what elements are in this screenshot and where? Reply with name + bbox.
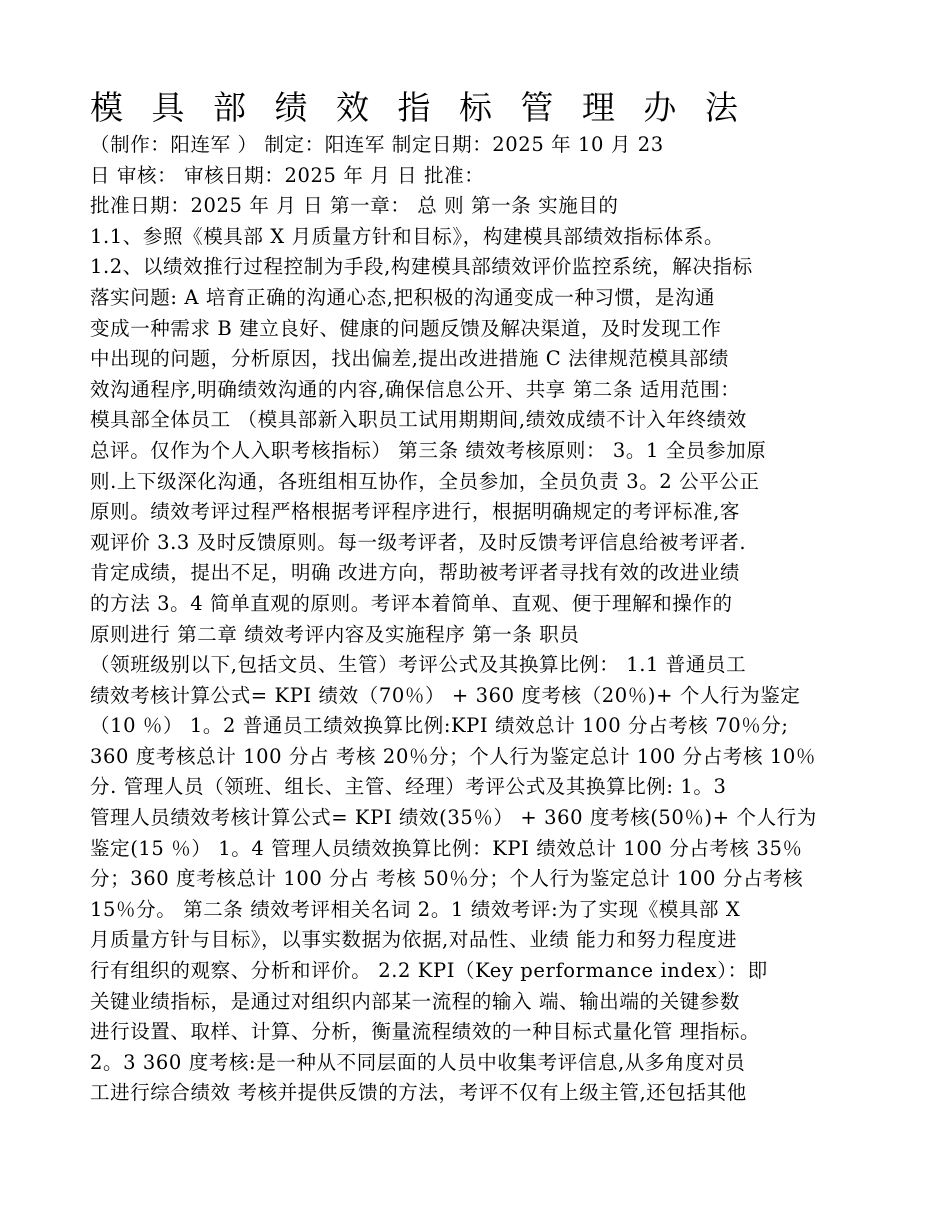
body-line-11: 总评。仅作为个人入职考核指标） 第三条 绩效考核原则： 3。1 全员参加原 bbox=[90, 438, 767, 462]
body-line-32: 工进行综合绩效 考核并提供反馈的方法，考评不仅有上级主管,还包括其他 bbox=[90, 1081, 747, 1105]
body-line-31: 2。3 360 度考核:是一种从不同层面的人员中收集考评信息,从多角度对员 bbox=[90, 1050, 746, 1074]
body-line-27: 月质量方针与目标》，以事实数据为依据,对品性、业绩 能力和努力程度进 bbox=[90, 928, 738, 952]
body-line-24: 鉴定(15 ％） 1。4 管理人员绩效换算比例：KPI 绩效总计 100 分占考核 35％ bbox=[90, 836, 803, 860]
body-line-21: 360 度考核总计 100 分占 考核 20％分；个人行为鉴定总计 100 分占考核 10％ bbox=[90, 744, 816, 768]
body-line-17: 原则进行 第二章 绩效考评内容及实施程序 第一条 职员 bbox=[90, 622, 580, 646]
body-line-28: 行有组织的观察、分析和评价。 2.2 KPI（Key performance index）：即 bbox=[90, 959, 768, 983]
body-line-16: 的方法 3。4 简单直观的原则。考评本着简单、直观、便于理解和操作的 bbox=[90, 591, 733, 615]
body-line-9: 效沟通程序,明确绩效沟通的内容,确保信息公开、共享 第二条 适用范围： bbox=[90, 377, 741, 401]
body-line-5: 1.2、以绩效推行过程控制为手段,构建模具部绩效评价监控系统，解决指标 bbox=[90, 255, 753, 279]
body-line-25: 分；360 度考核总计 100 分占 考核 50％分；个人行为鉴定总计 100 分占考核 bbox=[90, 867, 804, 891]
body-line-4: 1.1、参照《模具部 X 月质量方针和目标》，构建模具部绩效指标体系。 bbox=[90, 224, 725, 248]
body-line-10: 模具部全体员工 （模具部新入职员工试用期期间,绩效成绩不计入年终绩效 bbox=[90, 408, 747, 432]
body-line-13: 原则。绩效考评过程严格根据考评程序进行，根据明确规定的考评标准,客 bbox=[90, 500, 740, 524]
body-line-23: 管理人员绩效考核计算公式= KPI 绩效(35％） + 360 度考核(50％)+ 个人行为 bbox=[90, 806, 817, 830]
body-line-22: 分. 管理人员（领班、组长、主管、经理）考评公式及其换算比例: 1。3 bbox=[90, 775, 727, 799]
body-line-3: 批准日期：2025 年 月 日 第一章： 总 则 第一条 实施目的 bbox=[90, 194, 619, 218]
body-line-1: （制作：阳连军 ） 制定：阳连军 制定日期：2025 年 10 月 23 bbox=[90, 133, 664, 156]
body-line-8: 中出现的问题，分析原因，找出偏差,提出改进措施 C 法律规范模具部绩 bbox=[90, 347, 729, 371]
body-line-20: （10 ％） 1。2 普通员工绩效换算比例:KPI 绩效总计 100 分占考核 70％分; bbox=[90, 714, 789, 738]
body-line-15: 肯定成绩，提出不足，明确 改进方向，帮助被考评者寻找有效的改进业绩 bbox=[90, 561, 740, 585]
body-line-6: 落实问题: A 培育正确的沟通心态,把积极的沟通变成一种习惯，是沟通 bbox=[90, 285, 716, 309]
document-title: 模 具 部 绩 效 指 标 管 理 办 法 bbox=[90, 88, 747, 127]
body-line-7: 变成一种需求 B 建立良好、健康的问题反馈及解决渠道，及时发现工作 bbox=[90, 316, 722, 340]
body-line-29: 关键业绩指标，是通过对组织内部某一流程的输入 端、输出端的关键参数 bbox=[90, 989, 740, 1013]
body-line-18: （领班级别以下,包括文员、生管）考评公式及其换算比例： 1.1 普通员工 bbox=[90, 653, 747, 677]
body-line-26: 15％分。 第二条 绩效考评相关名词 2。1 绩效考评:为了实现《模具部 X bbox=[90, 897, 741, 921]
body-line-19: 绩效考核计算公式= KPI 绩效（70％） + 360 度考核（20％)+ 个人行为鉴定 bbox=[90, 683, 801, 707]
document-body bbox=[90, 130, 866, 1109]
body-line-2: 日 审核： 审核日期：2025 年 月 日 批准： bbox=[90, 163, 485, 187]
body-line-12: 则.上下级深化沟通，各班组相互协作，全员参加，全员负责 3。2 公平公正 bbox=[90, 469, 760, 493]
body-line-14: 观评价 3.3 及时反馈原则。每一级考评者，及时反馈考评信息给被考评者. bbox=[90, 530, 747, 554]
body-line-30: 进行设置、取样、计算、分析，衡量流程绩效的一种目标式量化管 理指标。 bbox=[90, 1020, 761, 1044]
